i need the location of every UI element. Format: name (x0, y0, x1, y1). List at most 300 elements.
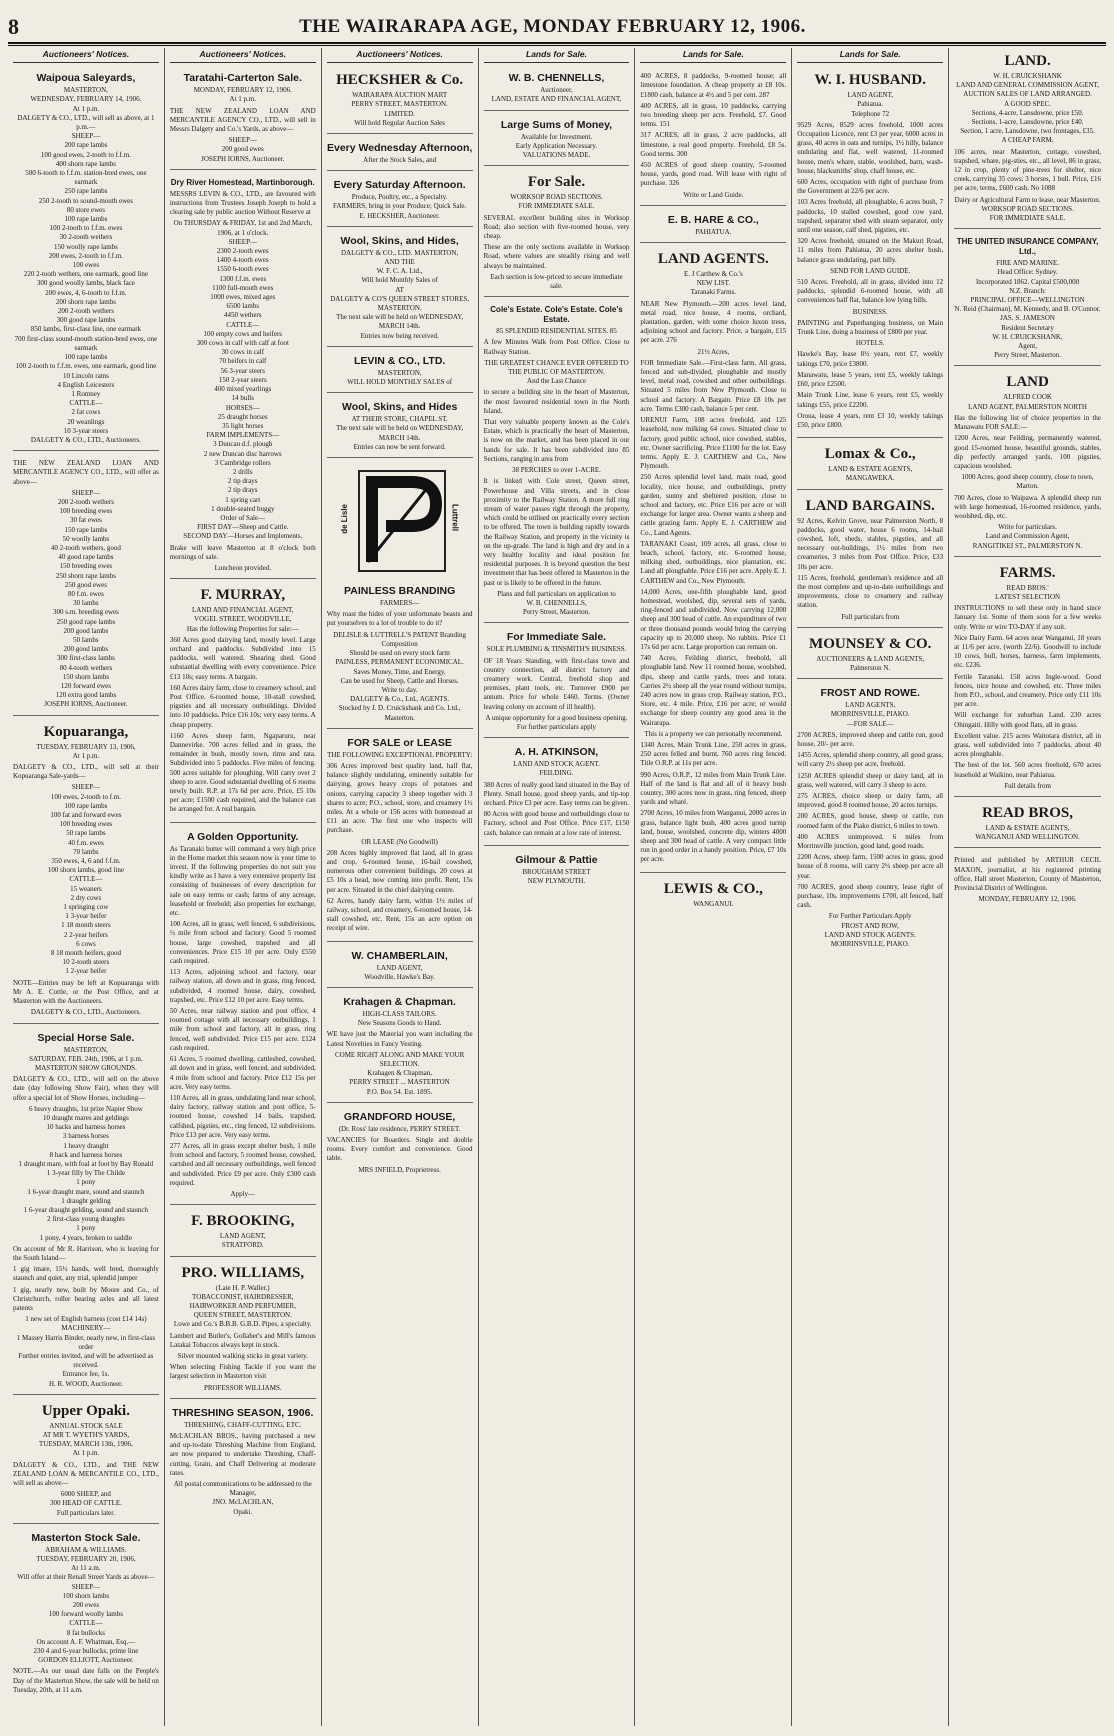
ad-text-line: 2200 Acres, sheep farm, 1500 acres in grass, good house of 8 rooms, will carry 2½ sheep per acre all year. (797, 853, 944, 880)
ad-text-line: W. H. CRUICKSHANK (993, 72, 1062, 80)
ad-text-line: 230 4 and 6-year bullocks, prime line (33, 1647, 139, 1656)
advertisement (484, 67, 630, 110)
ad-text-line: On account A. F. Whatman, Esq.— (36, 1637, 136, 1646)
ad-text-line: NEW LIST. (696, 279, 731, 288)
ad-text-line: SEVERAL excellent building sites in Worksop Road; also section with five-roomed house, very cheap. (483, 213, 630, 241)
ad-heading: Large Sums of Money, (500, 118, 613, 131)
ad-text-line: WE have just the Material you want including the Latest Novelties in Fancy Vesting. (326, 1030, 473, 1048)
ad-text-line: 2 drills (232, 467, 253, 476)
ad-text-line: TUESDAY, FEBRUARY 13, 1906, (36, 742, 136, 751)
advertisement (13, 1398, 159, 1524)
ad-heading: A. H. ATKINSON, (514, 746, 599, 759)
ad-text-line: 400 ACRES unimproved. 6 miles from Morrinsville junction, good land, good roads. (797, 832, 944, 850)
ad-text-line: THRESHING, CHAFF-CUTTING, ETC. (184, 1420, 302, 1429)
ad-text-line: JAS. S. JAMESON (1000, 314, 1055, 323)
ad-text-line: LAND AND STOCK AGENTS. (824, 930, 916, 939)
ad-text-line: These are the only sections available in Worksop Road, where values are steadily rising and well always be maintained. (483, 243, 630, 270)
ad-heading: Kopuaranga, (43, 723, 129, 740)
ad-text-line: FROST AND ROW, (841, 921, 899, 930)
ad-text-line: 700 first-class sound-mouth station-bred ewes, one earmark (14, 334, 158, 352)
ad-text-line: PAHIATUA. (695, 227, 732, 236)
ad-text-line: 30 2-tooth wethers (59, 233, 113, 242)
ad-text-line: Full details from (1004, 781, 1051, 790)
ad-text-line: Agent, (1018, 342, 1037, 351)
ad-text-line: VOGEL STREET, WOODVILLE, (194, 615, 292, 624)
ad-text-line: Lambert and Butler's, Gollaher's and Mill's famous Latakai Tobaccos always kept in stock. (169, 1331, 316, 1349)
ad-heading: Special Horse Sale. (37, 1031, 135, 1044)
ad-text-line: 9529 Acres, 8529 acres freehold, 1000 acres Occupation Licence, rent £3 per year, 6000 acres in grass, 40 acres in oats and turnips, 1½ hilly, balance undulating and flat, well watered, 11-roomed house, men's whare, stable, woolshed, barn, wash-house, blacksmiths' shop, chaff house, etc. (797, 120, 944, 175)
ad-text-line: 3 Cambridge rollers (214, 458, 271, 467)
ad-text-line: 1 Romney (71, 389, 101, 398)
ad-text-line: LAND AGENT, (376, 963, 423, 972)
advertisement (170, 1208, 316, 1256)
ad-text-line: 61 Acres, 5 roomed dwelling, cattleshed, cowshed, all down and in grass, well fenced, and subdivided, 4 mile from school and factory. Price £12 15s per acre. Very easy terms. (169, 1055, 316, 1091)
ad-text-line: 40 good rape lambs (58, 553, 114, 562)
ad-text-line: 990 Acres, O.R.P., 12 miles from Main Trunk Line. Half of the land is flat and all of it heavy bush country, 300 acres now in grass, ring fenced, sheep yards and wharé. (640, 770, 787, 807)
ad-text-line: 6 cows (76, 939, 96, 948)
ad-text-line: NEW PLYMOUTH. (527, 877, 586, 885)
ad-text-line: A GOOD SPEC. (1004, 99, 1051, 108)
ad-text-line: 700 Acres, close to Waipawa. A splendid sheep run with large homestead, 16-roomed residence, yards, woolshed, dip, etc. (954, 493, 1101, 520)
ad-text-line: Lowe and Co.'s B.B.B. G.B.D. Pipes, a specialty. (173, 1320, 312, 1329)
newspaper-columns (8, 48, 1106, 1726)
ad-heading: Every Saturday Afternoon. (333, 179, 466, 192)
ad-text-line: MASTERTON, (63, 1045, 108, 1054)
advertisement (954, 851, 1101, 909)
advertisement (170, 826, 316, 1206)
column-header: Auctioneers' Notices. (327, 48, 473, 63)
advertisement (484, 169, 630, 297)
ad-text-line: 6000 SHEEP, and (60, 1490, 111, 1499)
ad-heading: F. MURRAY, (200, 587, 286, 604)
ad-text-line: 150 shorn lambs (62, 672, 110, 681)
ad-text-line: AT MR T. WYETH'S YARDS, (42, 1431, 130, 1440)
ad-heading: LEWIS & CO., (663, 880, 763, 897)
ad-text-line: SHEEP— (71, 783, 101, 792)
ad-text-line: 1 6-year draught mare, sound and staunch (27, 1187, 145, 1196)
ad-heading: Upper Opaki. (41, 1402, 130, 1419)
ad-text-line: ALFRED COOK (1003, 393, 1052, 402)
ad-text-line: 4450 wethers (224, 311, 262, 320)
ad-text-line: FEILDING. (539, 769, 574, 778)
advertisement (797, 441, 943, 489)
ad-text-line: 3 Duncan d.f. plough (213, 440, 273, 449)
advertisement (640, 67, 786, 206)
ad-text-line: LAND AGENT, (219, 1232, 266, 1241)
ad-text-line: The best of the lot. 560 acres freehold, 670 acres leasehold at Waikino, near Pahiatua. (954, 761, 1101, 779)
ad-text-line: BROUGHAM STREET (522, 867, 591, 876)
ad-text-line: 40 2-tooth wethers, good (50, 543, 121, 552)
ad-text-line: DALGETY & CO., LTD. MASTERTON, (341, 248, 459, 257)
ad-text-line: 2 tip drays (227, 486, 258, 495)
ad-text-line: 740 Acres, Feilding district, freehold, all ploughable land. New 11 roomed house, woolshed, dips, sheep and cattle yards, trees and totara. Carries 2½ sheep all the year round without turnips, 240 acres now in grass crop. Railway station, P.O., Store, etc. 4 mile. Price, £16 per acre; or would exchange for sheep country any good area in the Wairarapa. (640, 654, 787, 727)
ad-text-line: Dairy or Agricultural Farm to lease, near Masterton. (954, 195, 1101, 204)
ad-text-line: 100 ewes (72, 261, 100, 270)
ad-text-line: Early Application Necessary. (515, 141, 598, 150)
ad-text-line: Incorporated 1862. Capital £500,000 (975, 277, 1080, 286)
ad-text-line: 10 Lincoln rams (62, 371, 109, 380)
ad-text-line: LAND AND FINANCIAL AGENT, (192, 606, 294, 615)
ad-text-line: 10 draught mares and geldings (42, 1113, 129, 1122)
ad-text-line: 1 3-year heifer (65, 912, 107, 921)
ad-text-line: That very valuable property known as the Cole's Estate, which is practically the heart of Masterton, is now on the market, and has been placed in our hands for sale. It has been subdivided into 85 Sections, ranging in area from (483, 418, 630, 463)
ad-text-line: 1550 6-tooth ewes (216, 265, 269, 274)
ad-heading: For Sale. (527, 174, 586, 191)
ad-text-line: N.Z. Branch: (1009, 286, 1046, 295)
ad-text-line: 250 rape lambs (64, 187, 108, 196)
column-header: Lands for Sale. (484, 48, 630, 63)
ad-text-line: LAND & ESTATE AGENTS, (828, 465, 913, 474)
ad-text-line: 10 hacks and harness horses (46, 1123, 126, 1132)
ad-text-line: 100 rape lambs (64, 353, 108, 362)
ad-text-line: Head Office: Sydney. (997, 268, 1058, 277)
ad-text-line: At 1 p.m. (229, 95, 256, 104)
ad-text-line: On account of Mr R. Harrison, who is leaving for the South Island— (13, 1244, 159, 1262)
ad-text-line: OR LEASE (No Goodwill) (361, 837, 438, 846)
ad-text-line: LAND & ESTATE AGENTS, (985, 824, 1070, 832)
ad-text-line: 320 Acres freehold, situated on the Makuri Road, 11 miles from Pahiatua, 20 acres shelter bush, balance grass undulating, part hilly. (797, 237, 944, 264)
advertisement (13, 1027, 159, 1395)
advertisement (170, 582, 316, 822)
ad-text-line: Saves Money, Time, and Energy. (353, 667, 446, 676)
ad-text-line: LAND AND GENERAL COMMISSION AGENT, (956, 81, 1100, 90)
ad-text-line: FOR IMMEDIATE SALE. (518, 202, 595, 211)
ad-text-line: WANGANUI. (693, 899, 734, 908)
ad-text-line: ANNUAL STOCK SALE (49, 1421, 123, 1430)
ad-text-line: 1200 Acres, near Feilding, permanently watered, good 15-roomed house, beautiful grounds, stables, dip perfectly arranged yards, 100 pigsties, capacious woolshed. (954, 434, 1101, 470)
advertisement (170, 1260, 316, 1399)
ad-text-line: Available for Investment. (520, 132, 593, 141)
ad-text-line: THE GREATEST CHANCE EVER OFFERED TO THE PUBLIC OF MASTERTON. (484, 358, 629, 377)
advertisement (484, 114, 630, 167)
ad-text-line: DALGETY & CO., LTD., will sell at their Kopuaranga Sale-yards— (13, 763, 159, 781)
ad-text-line: 300 good rape lambs (56, 316, 116, 325)
ad-text-line: 1340 Acres, Main Trunk Line, 250 acres in grass, 250 acres felled and burnt, 760 acres ring fenced. Title O.R.P. at 11s per acre. (640, 741, 787, 768)
ad-text-line: LAND AGENTS, (845, 701, 896, 710)
advertisement (327, 230, 473, 347)
advertisement (954, 48, 1101, 229)
ad-text-line: NOTE—Entries may be left at Kopuaranga with Mr A. E. Cottle, or the Post Office, and at Masterton with the Auctioneers. (13, 978, 159, 1006)
ad-text-line: Has the following list of choice properties in the Manawatu FOR SALE:— (954, 413, 1101, 432)
ad-text-line: LAND AGENT, PALMERSTON NORTH (968, 402, 1087, 411)
ad-heading: LAND (1006, 374, 1049, 391)
ad-heading: READ BROS, (982, 805, 1073, 821)
ad-text-line: Will hold Monthly Sales of (361, 276, 438, 285)
ad-text-line: 100 Acres, all in grass, well fenced, 6 subdivisions, ½ mile from school and factory. Good 5 roomed house, large cowshed, trapshed and all conveniences. Price £15 10 per acre. Only £550 cash required. (169, 920, 316, 966)
ad-text-line: 1400 4-tooth ewes (216, 256, 269, 265)
ad-text-line: 80 Acres with good house and outbuildings close to Factory, school and Post Office. Price £17, £150 cash, balance can remain at a low rate of interest. (483, 810, 630, 837)
ad-text-line: 200 ewes, 2-tooth to f.f.m. (48, 251, 124, 260)
ad-text-line: 50 woolly lambs (62, 534, 110, 543)
ad-text-line: 1160 Acres sheep farm, Ngaparuru, near Dannevirke. 700 acres felled and in grass, the remainder in bush, mostly town, rimu and rata. Subdivided into 5 paddocks. Five miles of fencing. 500 acres suitable for ploughing. Will carry over 2 sheep to acre. Good substantial dwelling of 6 rooms newly built. R.P. at 17s 6d per acre. Price, £5 10s per acre; £1500 cash required, and the balance can be arranged for. A real bargain. (169, 731, 316, 814)
ad-text-line: 25 draught horses (217, 412, 268, 421)
ad-text-line: 2 fat cows (71, 408, 101, 417)
ad-text-line: 100 2-tooth to f.f.m. ewes, one earmark, good line (15, 362, 157, 371)
ad-text-line: 510 Acres. Freehold, all in grass, divided into 12 paddocks, splendid 6-roomed house, with all conveniences half flat, balance low lying hills. (797, 278, 944, 305)
ad-text-line: Entries now being received. (360, 331, 439, 340)
ad-text-line: 500 6-tooth to f.f.m. station-bred ewes, one earmark (25, 169, 147, 187)
ad-text-line: 92 Acres, Kelvin Grove, near Palmerston North, 8 paddocks, good water, house 6 rooms, 14-bail cowshed, loft, sheds, stables, pigsties, and all necessary out-buildings, 1½ miles from two creameries, 3 miles from Post Office. Price, £33 10s per acre. (797, 516, 944, 571)
ad-text-line: As Taranaki butter will command a very high price in the Home market this season now is your time to invest. If the following properties do not suit you kindly write as I have a very extensive property list consisting of businesses of every description for sale on easy terms or cash; farms of any acreage, leasehold or freehold; also properties for exchange, etc. (169, 844, 316, 918)
ad-text-line: 100 rape lambs (64, 215, 108, 224)
column-header: Auctioneers' Notices. (170, 48, 316, 63)
ad-text-line: 40 f.m. ewes (68, 838, 104, 847)
ad-text-line: Perry Street, Masterton. (523, 608, 590, 617)
ad-text-line: FOR IMMEDIATE SALE. (989, 214, 1066, 223)
ad-heading: HECKSHER & Co. (336, 72, 464, 89)
ad-text-line: PROFESSOR WILLIAMS. (203, 1383, 282, 1392)
column-2 (165, 48, 322, 1726)
column-6 (792, 48, 949, 1726)
ad-text-line: to secure a building site in the heart of Masterton, the most favoured residential town in the North Island. (483, 388, 630, 415)
ad-text-line: SECOND DAY—Horses and Implements. (183, 532, 303, 541)
ad-text-line: 62 Acres, handy dairy farm, within 1½ miles of railway, school, and creamery, 6-roomed house, 14-stall cowshed, etc. Rent, 15s an acre option on receipt of wire. (326, 896, 473, 933)
advertisement (327, 1106, 473, 1180)
advertisement (797, 67, 943, 438)
ad-text-line: WORKSOP ROAD SECTIONS. (510, 193, 603, 202)
ad-text-line: AT THEIR STORE, CHAPEL ST. (351, 415, 448, 424)
ad-text-line: Oroua, lease 4 years, rent £3 10, weekly takings £50, price £800. (797, 411, 944, 429)
ad-text-line: 100 ewes, 2-tooth to f.m. (50, 792, 122, 801)
advertisement (13, 719, 159, 1024)
ad-text-line: The next sale will be held on WEDNESDAY, MARCH 14th. (336, 313, 464, 331)
ad-text-line: Will hold Regular Auction Sales (354, 118, 445, 127)
column-header: Lands for Sale. (797, 48, 943, 63)
ad-text-line: HOTELS. (855, 339, 885, 348)
ad-text-line: 200 ACRES, good house, sheep or cattle, run roomed farm of the Piako district, 6 miles to town. (797, 812, 944, 830)
ad-text-line: MASTERTON, (63, 86, 108, 95)
advertisement (327, 580, 473, 729)
ad-text-line: 120 forward ewes (60, 682, 111, 690)
masthead (8, 12, 1106, 44)
ad-text-line: Write to day. (381, 685, 418, 694)
ad-text-line: Luncheon provided. (214, 563, 271, 572)
advertisement (327, 945, 473, 988)
ad-text-line: 250 good rape lambs (56, 617, 116, 626)
ad-text-line: 50 Acres, near railway station and post office, 4 roomed cottage with all necessary outbuildings, 1 mile from school and factory, all in grass, ring fenced, well subdivided. Price £15 per acre. £124 cash required. (169, 1007, 316, 1052)
ad-text-line: CATTLE— (226, 320, 260, 329)
ad-text-line: 1 3-year filly by The Childe (46, 1169, 126, 1178)
ad-text-line: 2 new Duncan disc harrows (203, 449, 282, 458)
ad-text-line: MORRINSVILLE, PIAKO. (830, 940, 910, 949)
ad-text-line: 21½ Acres, (697, 347, 730, 356)
ad-text-line: At 1 p.m. (72, 751, 100, 760)
ad-text-line: 208 Acres highly improved flat land, all in grass and crop, 6-roomed house, 16-bail cowshed, numerous other convenient buildings, 20 cows at £5 10s a head, now coming into profit. Rent, 15s per acre. Situated in the chief dairying centre. (326, 848, 473, 894)
ad-text-line: (Dr. Ross' late residence, PERRY STREET. (338, 1124, 461, 1133)
ad-text-line: The next sale will be held on WEDNESDAY, MARCH 14th. (336, 424, 464, 442)
advertisement (327, 67, 473, 134)
ad-text-line: SATURDAY, FEB. 24th, 1906, at 1 p.m. (29, 1054, 143, 1063)
ad-text-line: DALGETY & CO., LTD., and THE NEW ZEALAND LOAN & MERCANTILE CO., LTD., will sell as above— (13, 1460, 159, 1488)
page-number: 8 (8, 14, 19, 39)
ad-text-line: 4 English Leicesters (57, 380, 115, 389)
paper-title: THE WAIRARAPA AGE, MONDAY FEBRUARY 12, 1906. (299, 16, 806, 37)
ad-text-line: Full particulars from (841, 612, 900, 621)
column-header: Lands for Sale. (640, 48, 786, 63)
advertisement (327, 396, 473, 458)
ad-text-line: FOR Immediate Sale.—First-class farm. All grass, fenced and sub-divided, ploughable and mostly level, metal road, cowshed and other outbuildings. Situated 5 miles from New Plymouth. Close to school and factory. A Bargain. Price £8 10s per acre. Terms £300 cash, balance 5 per cent. (640, 358, 787, 413)
ad-heading: A Golden Opportunity. (187, 830, 299, 843)
ad-heading: THRESHING SEASON, 1906. (172, 1406, 314, 1419)
advertisement (170, 67, 316, 170)
ad-text-line: SHEEP— (228, 136, 257, 145)
ad-text-line: 1 new set of English harness (cost £14 14s) (25, 1315, 147, 1324)
ad-text-line: DALGETY & CO., LTD., will sell as above, at 1 p.m.— (17, 113, 155, 132)
ad-text-line: Has the following Properties for sale:— (186, 624, 299, 633)
ad-text-line: MASTERTON SHOW GROUNDS. (35, 1063, 137, 1072)
ad-text-line: MANGAWEKA. (845, 474, 895, 483)
ad-text-line: 1 2-year heifer (65, 967, 107, 976)
ad-text-line: 300 good woolly lambs, black face (36, 279, 135, 288)
ad-text-line: 400 ACRES, 8 paddocks, 9-roomed house; all limestone foundation. A cheap property at £8 10s. £1800 cash, balance at 4½ and 5 per cent. 287 (640, 72, 787, 99)
ad-text-line: 275 ACRES, choice sheep or dairy farm, all improved, good 8 roomed house, 20 acres turnips. (797, 791, 944, 810)
ad-text-line: Nice Dairy Farm. 64 acres near Wanganui, 18 years at 11/6 per acre, (worth 22/6). Goodwill to include 10 cows, bull, horses, harness, farm implements, etc. £236. (954, 633, 1101, 670)
ad-text-line: 100 empty cows and heifers (203, 329, 283, 338)
ad-text-line: Hawke's Bay, lease 8½ years, rent £7, weekly takings £70, price £3800. (797, 350, 944, 368)
ad-text-line: Full particulars later. (56, 1508, 115, 1517)
ad-text-line: H. R. WOOD, Auctioneer. (48, 1379, 123, 1388)
ad-text-line: NOTE.—As our usual date falls on the People's Day of the Masterton Show, the sale will be held on Tuesday, 20th, at 11 a.m. (13, 1667, 159, 1694)
ad-heading: PRO. WILLIAMS, (181, 1264, 305, 1281)
ad-text-line: Can be used for Sheep, Cattle and Horses. (340, 676, 459, 685)
ad-heading: Gilmour & Pattie (515, 853, 598, 866)
ad-text-line: RANGITIKEI ST., PALMERSTON N. (972, 541, 1083, 550)
ad-text-line: 350 ewes, 4, 6 and f.f.m. (51, 857, 121, 866)
ad-text-line: Sections, 4-acre, Lansdowne, price £50. (971, 108, 1084, 117)
stamp-left-label: de Lisle (339, 504, 349, 534)
ad-text-line: W. H. CRUICKSHANK, (992, 332, 1063, 341)
column-4 (479, 48, 636, 1726)
ad-text-line: 600 Acres, occupation with right of purchase from the Government at 22/6 per acre. (797, 178, 944, 196)
branding-stamp-illustration (340, 464, 460, 574)
ad-text-line: READ BROS.' (1006, 583, 1049, 592)
ad-text-line: 120 extra good lambs (55, 691, 117, 700)
ad-text-line: 300 cows in calf with calf at foot (196, 339, 289, 348)
ad-heading: PAINLESS BRANDING (344, 585, 456, 598)
ad-text-line: 400 ACRES, all in grass, 10 paddocks, carrying two breeding sheep per acre. Freehold, £7. Good terms. 151 (640, 101, 787, 129)
ad-text-line: 250 shorn rape lambs (55, 571, 116, 580)
ad-text-line: 1000 ewes, mixed ages (210, 293, 276, 302)
ad-text-line: Fertile Taranaki. 158 acres Ingle-wood. Good fences, nice house and cowshed, etc. Three miles from P.O., school, and creamery. Price only £11 10s per acre. (954, 672, 1101, 709)
ad-text-line: SOLE PLUMBING & TINSMITH'S BUSINESS. (486, 645, 627, 654)
ad-text-line: W. B. CHENNELLS, (526, 598, 587, 607)
advertisement (327, 350, 473, 393)
ad-text-line: 56 3-year steers (220, 366, 265, 375)
ad-text-line: 2 2-year heifers (63, 930, 108, 939)
ad-text-line: WORKSOP ROAD SECTIONS. (981, 204, 1074, 213)
stamp-right-label: Luttrell (450, 504, 460, 532)
ad-text-line: 100 breeding ewes (59, 820, 113, 829)
ad-text-line: 250 2-tooth to sound-mouth ewes (38, 196, 133, 205)
ad-text-line: 306 Acres improved best quality land, half flat, balance slightly undulating, eminently suitable for dairying, grows heavy crops of potatoes and onions, carrying capacity 3 sheep together with 3 shares to acre; P.O., school, store, and creamery 1½ miles. At a whole or 156 acres with homestead at £11 an acre. The first one who inspects will purchase. (326, 761, 473, 835)
ad-text-line: Each section is low-priced to secure immediate sale. (490, 272, 623, 291)
ad-heading: Wool, Skins, and Hides (341, 401, 458, 414)
advertisement (13, 1527, 159, 1702)
ad-text-line: 100 shorn lambs (62, 1591, 110, 1600)
ad-text-line: 6500 lambs (226, 302, 260, 311)
ad-text-line: ABRAHAM & WILLIAMS. (45, 1545, 127, 1554)
ad-text-line: Main Trunk Line, lease 6 years, rent £5, weekly takings £55, price £2200. (797, 391, 944, 409)
ad-heading: MOUNSEY & CO. (809, 635, 932, 652)
ad-heading: Waipoua Saleyards, (36, 72, 136, 85)
ad-heading: LAND. (1004, 53, 1051, 69)
advertisement (797, 682, 943, 954)
ad-text-line: Excellent value. 215 acres Waitotara district, all in grass, well subdivided into 7 paddocks, about 40 acres ploughable. (954, 731, 1101, 759)
ad-heading: LAND BARGAINS. (805, 497, 935, 514)
ad-text-line: 1 pony (76, 1178, 96, 1187)
ad-text-line: New Seasons Goods to Hand. (357, 1019, 442, 1028)
advertisement (797, 493, 943, 628)
ad-text-line: HORSES— (225, 403, 260, 412)
ad-text-line: GORDON ELLIOTT, Auctioneer. (38, 1656, 134, 1665)
ad-text-line: Write for particulars. (998, 523, 1057, 532)
ad-text-line: SHEEP— (71, 488, 101, 497)
ad-text-line: Section, 1 acre, Lansdowne, two frontages, £35. (960, 127, 1095, 136)
ad-heading: GRANDFORD HOUSE, (343, 1110, 456, 1123)
ad-text-line: 1 draught mare, with foal at foot by Bay Ronald (18, 1159, 154, 1168)
ad-heading: Cole's Estate. Cole's Estate. Cole's Estate. (490, 305, 623, 325)
ad-text-line: 300 s.m. breeding ewes (52, 608, 119, 617)
ad-text-line: Resident Secretary (1001, 323, 1054, 332)
ad-text-line: Land and Commission Agent, (985, 532, 1070, 541)
ad-text-line: 200 good lambs (63, 626, 109, 635)
ad-text-line: 80 f.m. ewes (68, 589, 104, 598)
ad-text-line: FARMERS— (380, 599, 420, 608)
ad-text-line: 200 rape lambs (64, 141, 108, 150)
ad-text-line: 1 pony, 4 years, broken to saddle (39, 1233, 132, 1242)
ad-text-line: A unique opportunity for a good business opening. (485, 713, 628, 722)
ad-heading: Wool, Skins, and Hides, (340, 234, 459, 247)
ad-text-line: Taranaki Farms. (690, 288, 737, 297)
ad-text-line: 1 18 month steers (61, 921, 111, 930)
ad-text-line: Will exchange for suburban Land. 230 acres Ohingaiti. Hilly with good flats, all in grass. (954, 711, 1101, 729)
ad-heading: FROST AND ROWE. (820, 687, 920, 700)
column-3 (322, 48, 479, 1726)
ad-text-line: FARMERS, bring in your Produce; Quick Sale. (333, 202, 467, 211)
ad-text-line: 100 forward woolly lambs (48, 1610, 123, 1619)
ad-text-line: DALGETY & CO., LTD., Auctioneers. (30, 1008, 141, 1017)
ad-text-line: BUSINESS. (852, 307, 888, 316)
ad-heading: LAND AGENTS. (657, 251, 769, 268)
advertisement (954, 800, 1101, 848)
ad-text-line: PAINTING and Paperhanging business, on Main Trunk Line, doing a business of £800 per year. (797, 318, 944, 337)
ad-text-line: After the Stock Sales, and (363, 156, 437, 165)
ad-text-line: MRS INFIELD, Proprietress. (358, 1165, 441, 1174)
ad-text-line: Perry Street, Masterton. (994, 351, 1061, 360)
ad-text-line: SHEEP— (71, 132, 101, 141)
ad-text-line: 360 Acres good dairying land, mostly level. Large orchard and paddocks. Subdivided into 15 paddocks, well watered. Shearing shed. Good substantial dwelling with every convenience. Price £13 10s; easy terms. A bargain. (169, 635, 316, 681)
ad-text-line: Printed and published by ARTHUR CECIL MAXON, journalist, at his registered printing office, Hall street Masterton, County of Masterton, Provincial District of Wellington. (954, 856, 1101, 893)
ad-text-line: 200 ewes (72, 1601, 100, 1610)
ad-text-line: MACHINERY— (61, 1324, 111, 1333)
ad-text-line: 150 breeding ewes (59, 562, 113, 571)
ad-heading: F. BROOKING, (191, 1213, 295, 1230)
ad-text-line: Should be used on every stock farm (349, 649, 450, 658)
ad-text-line: URENUI Farm, 108 acres freehold, and 125 leasehold, now milking 64 cows. Situated close to factory, good public school, nice cowshed, stables, etc. Owner sacrificing. Price £1100 for the lot. Easy terms. Apply E. J. CARTHEW and Co., New Plymouth. (640, 416, 787, 471)
ad-heading: Krahagen & Chapman. (343, 995, 456, 1008)
ad-text-line: MESSRS LEVIN & CO., LTD., are favoured with instructions from Trustees Joseph Joseph to hold a clearing sale by public auction Without Reserve at (169, 189, 316, 217)
ad-text-line: W. F. C. A. Ltd., (376, 267, 423, 276)
ad-text-line: DALGETY & Co., Ltd., AGENTS. (350, 695, 450, 704)
ad-text-line: 150 woolly rape lambs (53, 242, 118, 251)
ad-text-line: When selecting Fishing Tackle if you want the largest selection in Masterton visit (169, 1363, 316, 1381)
ad-text-line: THE NEW ZEALAND LOAN AND MERCANTILE AGENCY CO., LTD., will sell in Messrs Dalgety and Co.'s Yards, as above— (169, 106, 316, 134)
ad-text-line: COME RIGHT ALONG AND MAKE YOUR SELECTION. (334, 1050, 465, 1068)
advertisement (327, 137, 473, 171)
ad-text-line: 70 lambs (73, 847, 99, 856)
ad-text-line: 1455 Acres, splendid sheep country, all good grass, will carry 2½ sheep per acre, freehold. (797, 751, 944, 769)
ad-text-line: PERRY STREET, MASTERTON. (351, 100, 448, 109)
